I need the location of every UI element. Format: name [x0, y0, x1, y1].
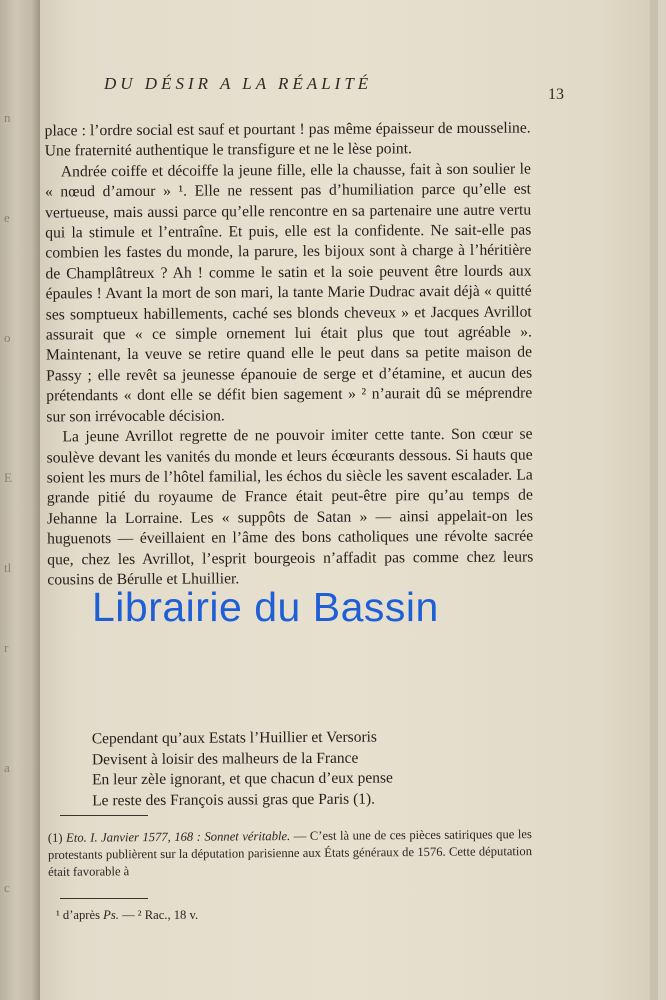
- page-edge: [650, 0, 658, 1000]
- footnote-divider: [60, 815, 148, 816]
- footnote-2-suffix: — ² Rac., 18 v.: [122, 908, 199, 922]
- verse-line: Devisent à loisir des malheurs de la France: [91, 749, 359, 768]
- verse-line: En leur zèle ignorant, et que chacun d’eux pense: [92, 769, 393, 789]
- footnote-1-marker: (1): [47, 830, 63, 845]
- footnote-1-text: — C’est là une de ces pièces satiriques que les protestants publièrent sur la députation parisienne aux États généraux de 1576. Cette députation était favorable à: [47, 827, 533, 879]
- footnote-2-source: Ps.: [103, 908, 119, 922]
- footnote-1-title: Sonnet véritable.: [204, 828, 291, 844]
- verse-line: Cependant qu’aux Estats l’Huillier et Versoris: [91, 728, 377, 748]
- watermark-text: Librairie du Bassin: [92, 584, 439, 630]
- verse-line: Le reste des François aussi gras que Paris (1).: [92, 790, 376, 809]
- book-page: [40, 0, 658, 1000]
- footnote-2-prefix: ¹ d’après: [56, 908, 100, 922]
- verse-quote: [92, 727, 532, 812]
- paragraph-1: place : l’ordre social est sauf et pourtant ! pas même épaisseur de mousseline. Une fraternité authentique le transfigure et ne le lèse point.: [44, 119, 531, 160]
- page-number: 13: [548, 86, 564, 103]
- paragraph-3: La jeune Avrillot regrette de ne pouvoir imiter cette tante. Son cœur se soulève devant les vanités du monde et leurs écœurants dessous. Si hauts que soient les murs de l’hôtel familial, les échos du siècle les savent escalader. La grande pitié du royaume de France était peut-être pire qu’au temps de Jehanne la Lorraine. Les « suppôts de Satan » — ainsi appelait-on les huguenots — éveillaient en l’âme des bons catholiques une révolte sacrée que, chez les Avrillot, l’esprit bourgeois n’affadit pas comme chez leurs cousins de Bérulle et Lhuillier.: [46, 425, 534, 589]
- main-text: [45, 119, 534, 591]
- footnote-1-ref: Eto. I. Janvier 1577, 168 :: [66, 829, 201, 845]
- footnote-1: [48, 826, 532, 881]
- facing-page-edge: n e o E tl r a c: [0, 0, 40, 1000]
- running-title: DU DÉSIR A LA RÉALITÉ: [104, 74, 373, 93]
- footnote-divider-2: [60, 898, 148, 899]
- paragraph-2: Andrée coiffe et décoiffe la jeune fille, elle la chausse, fait à son soulier le « nœud d’amour » ¹. Elle ne ressent pas d’humiliation parce qu’elle est vertueuse, mais aussi parce qu’elle rencontre en sa partenaire une autre vertu qui la stimule et l’entraîne. Et puis, elle est la confidente. Ne sait-elle pas combien les fastes du monde, la parure, les bijoux sont à charge à l’héritière de Champlâtreux ? Ah ! comme le satin et la soie peuvent être lourds aux épaules ! Avant la mort de son mari, la tante Marie Dudrac avait déjà « quitté ses somptueux habillements, caché ses blonds cheveux » et Jacques Avrillot assurait que « ce simple ornement lui était plus que tout agréable ». Maintenant, la veuve se retire quand elle le peut dans sa petite maison de Passy ; elle revêt sa jeunesse épanouie de serge et d’étamine, et aucun des prétendants « dont elle se défit bien sagement » ² n’aurait dû se méprendre sur son irrévocable décision.: [44, 160, 533, 426]
- footnote-2: [56, 908, 198, 923]
